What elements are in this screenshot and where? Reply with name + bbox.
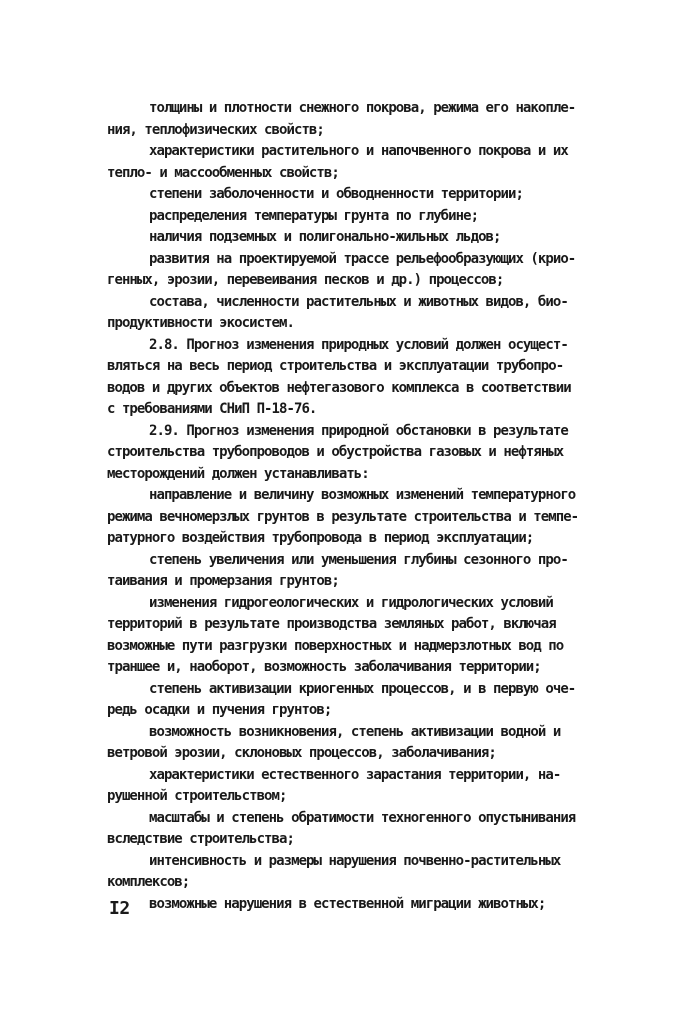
text-line: 2.8. Прогноз изменения природных условий должен осущест- xyxy=(149,336,568,353)
text-line: характеристики естественного зарастания территории, на- xyxy=(149,766,561,783)
text-line: водов и других объектов нефтегазового комплекса в соответствии xyxy=(107,379,571,396)
text-line: масштабы и степень обратимости техногенного опустынивания xyxy=(149,809,576,826)
text-line: продуктивности экосистем. xyxy=(107,315,294,331)
text-line: тепло- и массообменных свойств; xyxy=(107,164,339,181)
text-line: режима вечномерзлых грунтов в результате строительства и темпе- xyxy=(107,508,579,525)
text-line: ветровой эрозии, склоновых процессов, заболачивания; xyxy=(107,745,496,761)
text-line: развития на проектируемой трассе рельефообразующих (крио- xyxy=(149,250,576,267)
text-line: состава, численности растительных и животных видов, био- xyxy=(149,293,568,310)
text-line: интенсивность и размеры нарушения почвенно-растительных xyxy=(149,852,561,869)
text-line: генных, эрозии, перевеивания песков и др.) процессов; xyxy=(107,272,504,288)
text-line: ратурного воздействия трубопровода в период эксплуатации; xyxy=(107,530,534,546)
text-line: территорий в результате производства земляных работ, включая xyxy=(107,616,556,632)
text-line: редь осадки и пучения грунтов; xyxy=(107,702,332,718)
text-line: с требованиями СНиП П-18-76. xyxy=(107,401,317,417)
text-line: степень увеличения или уменьшения глубины сезонного про- xyxy=(149,551,568,568)
text-line: возможные нарушения в естественной миграции животных; xyxy=(149,895,546,912)
text-line: степень активизации криогенных процессов, и в первую оче- xyxy=(149,680,576,697)
text-line: комплексов; xyxy=(107,874,190,890)
text-line: изменения гидрогеологических и гидрологических условий xyxy=(149,594,553,611)
text-line: таивания и промерзания грунтов; xyxy=(107,573,339,589)
text-line: рушенной строительством; xyxy=(107,788,287,804)
text-line: направление и величину возможных изменений температурного xyxy=(149,487,576,503)
text-line: ния, теплофизических свойств; xyxy=(107,121,324,138)
text-line: вляться на весь период строительства и эксплуатации трубопро- xyxy=(107,358,564,374)
text-line: степени заболоченности и обводненности территории; xyxy=(149,186,523,202)
text-line: траншее и, наоборот, возможность заболачивания территории; xyxy=(107,659,541,675)
text-line: толщины и плотности снежного покрова, режима его накопле- xyxy=(149,100,576,116)
page-number: I2 xyxy=(109,898,130,919)
body-text xyxy=(107,98,637,915)
text-line: наличия подземных и полигонально-жильных льдов; xyxy=(149,229,501,245)
text-line: месторождений должен устанавливать: xyxy=(107,465,369,482)
text-line: строительства трубопроводов и обустройства газовых и нефтяных xyxy=(107,444,564,460)
text-line: 2.9. Прогноз изменения природной обстановки в результате xyxy=(149,422,568,439)
text-line: возможные пути разгрузки поверхностных и надмерзлотных вод по xyxy=(107,637,564,654)
text-line: распределения температуры грунта по глубине; xyxy=(149,207,479,224)
text-line: вследствие строительства; xyxy=(107,831,294,847)
text-line: возможность возникновения, степень активизации водной и xyxy=(149,723,561,740)
text-line: характеристики растительного и напочвенного покрова и их xyxy=(149,143,568,159)
